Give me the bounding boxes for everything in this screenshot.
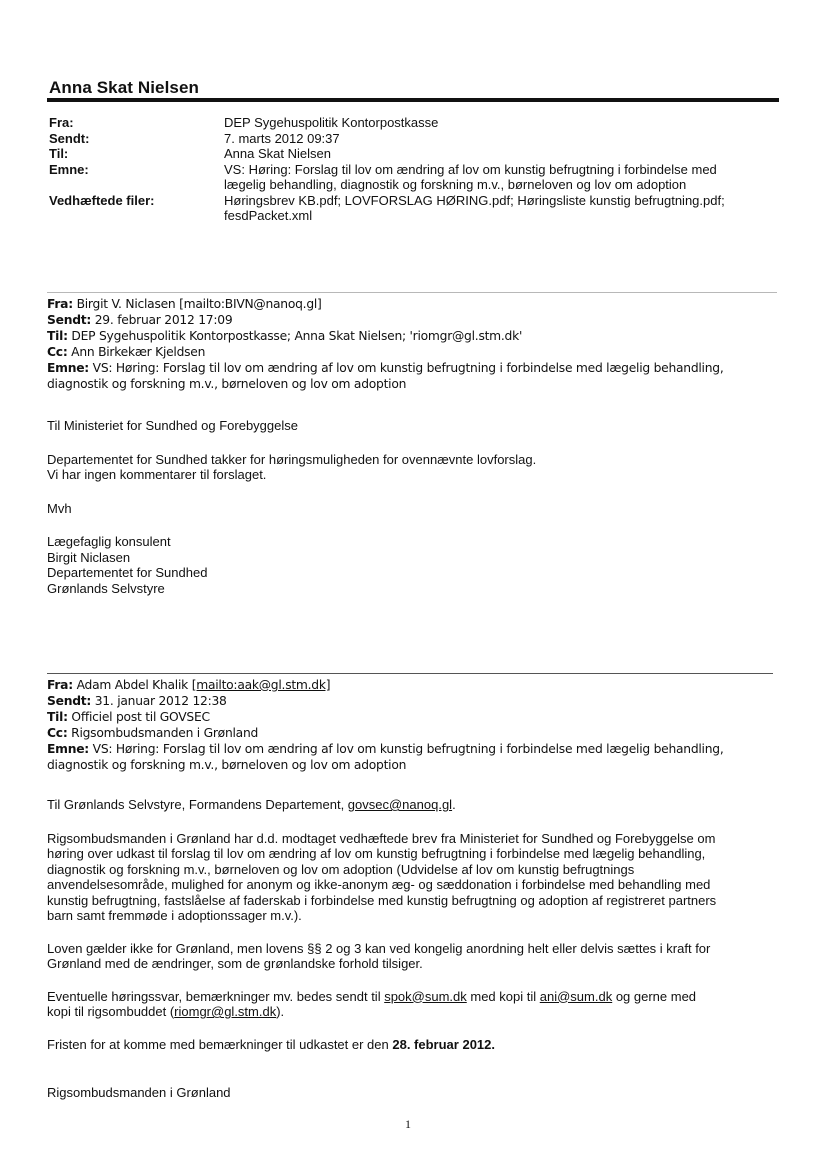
mail1-subject-row-2: diagnostik og forskning m.v., børneloven og lov om adoption [47, 377, 407, 391]
mail2-subject-line-1: VS: Høring: Forslag til lov om ændring af lov om kunstig befrugtning i forbindelse med lægelig behandling, [92, 742, 724, 756]
spok-email-link[interactable]: spok@sum.dk [384, 988, 467, 1004]
mail2-para3-line-2 [47, 1004, 777, 1020]
quoted-mail-2-body [47, 797, 777, 1101]
mail2-para1-line-1: Rigsombudsmanden i Grønland har d.d. modtaget vedhæftede brev fra Ministeriet for Sundhed og Forebyggelse om [47, 830, 716, 846]
mail2-from-name: Adam Abdel Khalik [76, 678, 189, 692]
mail1-closing: Mvh [47, 500, 72, 516]
header-to-row [49, 146, 769, 162]
header-to-value: Anna Skat Nielsen [224, 146, 331, 161]
mail2-sent-row [47, 693, 787, 709]
header-subject-value [224, 162, 769, 193]
para3-text-c: og gerne med [612, 988, 697, 1004]
mail2-from-row [47, 677, 787, 693]
mail2-para2-line-2: Grønland med de ændringer, som de grønlandske forhold tilsiger. [47, 956, 423, 971]
header-subject-line-1: VS: Høring: Forslag til lov om ændring af lov om kunstig befrugtning i forbindelse med [224, 161, 717, 177]
mail2-para1-line-4: anvendelsesområde, mulighed for anonym og ikke-anonym æg- og sæddonation i forbindelse med behandling med [47, 877, 711, 892]
mail2-from-mailto-link[interactable]: [mailto:aak@gl.stm.dk] [191, 678, 331, 692]
mail2-greeting [47, 797, 777, 813]
mail2-subject-label: Emne: [47, 742, 89, 756]
quoted-mail-2-header [47, 677, 787, 773]
mail2-para1-line-6: barn samt fremmøde i adoptionssager m.v.). [47, 908, 302, 923]
mail1-from-label: Fra: [47, 297, 73, 311]
mail2-sent-label: Sendt: [47, 694, 92, 708]
page-number: 1 [405, 1117, 411, 1131]
para3-text-b: med kopi til [466, 988, 540, 1004]
mail2-subject-row [47, 741, 787, 757]
mail2-cc-value: Rigsombudsmanden i Grønland [71, 726, 259, 740]
mail1-signature-name: Birgit Niclasen [47, 549, 131, 565]
para3-text-e: ). [276, 1004, 285, 1019]
mail2-from-label: Fra: [47, 678, 73, 692]
mail1-cc-label: Cc: [47, 345, 68, 359]
header-sent-label: Sendt: [49, 130, 90, 146]
mail2-sent-value: 31. januar 2012 12:38 [94, 694, 227, 708]
mail2-greeting-text: Til Grønlands Selvstyre, Formandens Departement, [47, 797, 348, 812]
ani-email-link[interactable]: ani@sum.dk [539, 988, 613, 1004]
mail1-to-label: Til: [47, 329, 68, 343]
mail2-to-row [47, 709, 787, 725]
header-attachments-value [224, 193, 769, 224]
quoted-mail-1-header [47, 296, 787, 392]
mail2-subject-row-2: diagnostik og forskning m.v., børneloven og lov om adoption [47, 758, 407, 772]
mail2-greeting-end: . [452, 797, 456, 812]
mail1-cc-row [47, 344, 787, 360]
para3-text-a: Eventuelle høringssvar, bemærkninger mv. bedes sendt til [47, 988, 385, 1004]
para3-text-d: kopi til rigsombuddet ( [47, 1004, 175, 1019]
mail2-to-value: Officiel post til GOVSEC [71, 710, 210, 724]
mail1-signature-title: Lægefaglig konsulent [47, 534, 171, 549]
header-from-label: Fra: [49, 115, 74, 130]
mail2-para1-line-3: diagnostik og forskning m.v., børneloven og lov om adoption (Udvidelse af lov om kunstig befrugtnings [47, 861, 635, 877]
header-sent-row [49, 131, 769, 147]
mail1-signature-department: Departementet for Sundhed [47, 565, 208, 580]
mail1-from-value: Birgit V. Niclasen [mailto:BIVN@nanoq.gl] [76, 297, 322, 311]
mail1-body-line-1: Departementet for Sundhed takker for høringsmuligheden for ovennævnte lovforslag. [47, 451, 537, 467]
attachments-line-2: fesdPacket.xml [224, 208, 313, 223]
mail2-paragraph-2 [47, 941, 777, 972]
riomgr-email-link[interactable]: riomgr@gl.stm.dk [174, 1004, 277, 1019]
mail1-sent-label: Sendt: [47, 313, 92, 327]
mail2-paragraph-3 [47, 989, 777, 1020]
mail2-deadline [47, 1037, 777, 1053]
header-subject-row [49, 162, 769, 193]
mail1-signature-organisation: Grønlands Selvstyre [47, 580, 165, 596]
mail1-from-row [47, 296, 787, 312]
message-header [49, 115, 769, 224]
mail2-cc-row [47, 725, 787, 741]
mail1-body-line-2: Vi har ingen kommentarer til forslaget. [47, 467, 267, 482]
header-sent-value: 7. marts 2012 09:37 [224, 130, 340, 146]
mail1-subject-line-1: VS: Høring: Forslag til lov om ændring af lov om kunstig befrugtning i forbindelse med lægelig behandling, [92, 361, 724, 375]
mail1-sent-row [47, 312, 787, 328]
mail2-para3-line-1 [47, 989, 777, 1005]
mail2-cc-label: Cc: [47, 726, 68, 740]
mail2-para1-line-2: høring over udkast til forslag til lov om ændring af lov om kunstig befrugtning i forbindelse med lægelig behandling, [47, 846, 706, 861]
title-divider [47, 98, 779, 102]
mail1-to-value: DEP Sygehuspolitik Kontorpostkasse; Anna Skat Nielsen; 'riomgr@gl.stm.dk' [71, 329, 523, 343]
mail2-para1-line-5: kunstig befrugtning, fastslåelse af faderskab i forbindelse med kunstig befrugtning og adoption af registreret partners [47, 892, 717, 908]
header-subject-label: Emne: [49, 161, 89, 177]
attachments-line-1: Høringsbrev KB.pdf; LOVFORSLAG HØRING.pdf; Høringsliste kunstig befrugtning.pdf; [224, 192, 725, 208]
mail1-subject-row [47, 360, 787, 376]
header-to-label: Til: [49, 146, 69, 161]
govsec-email-link[interactable]: govsec@nanoq.gl [347, 797, 453, 812]
mail1-to-row [47, 328, 787, 344]
header-attachments-label: Vedhæftede filer: [49, 192, 155, 208]
mail2-para2-line-1: Loven gælder ikke for Grønland, men lovens §§ 2 og 3 kan ved kongelig anordning helt eller delvis sættes i kraft for [47, 940, 711, 956]
header-from-row [49, 115, 769, 131]
mail2-signoff: Rigsombudsmanden i Grønland [47, 1085, 231, 1100]
header-attachments-row [49, 193, 769, 224]
quoted-mail-1-body [47, 418, 777, 596]
header-from-value: DEP Sygehuspolitik Kontorpostkasse [224, 115, 439, 130]
mail2-paragraph-1 [47, 831, 777, 924]
deadline-text: Fristen for at komme med bemærkninger til udkastet er den [47, 1036, 393, 1052]
mail1-greeting: Til Ministeriet for Sundhed og Forebyggelse [47, 418, 298, 433]
mail2-to-label: Til: [47, 710, 68, 724]
mail1-cc-value: Ann Birkekær Kjeldsen [71, 345, 206, 359]
header-subject-line-2: lægelig behandling, diagnostik og forskning m.v., børneloven og lov om adoption [224, 177, 687, 192]
deadline-date: 28. februar 2012. [392, 1036, 495, 1052]
message-separator [47, 292, 777, 293]
recipient-name: Anna Skat Nielsen [49, 78, 200, 97]
mail1-subject-label: Emne: [47, 361, 89, 375]
message-separator-2 [47, 673, 773, 674]
mail1-sent-value: 29. februar 2012 17:09 [94, 313, 233, 327]
